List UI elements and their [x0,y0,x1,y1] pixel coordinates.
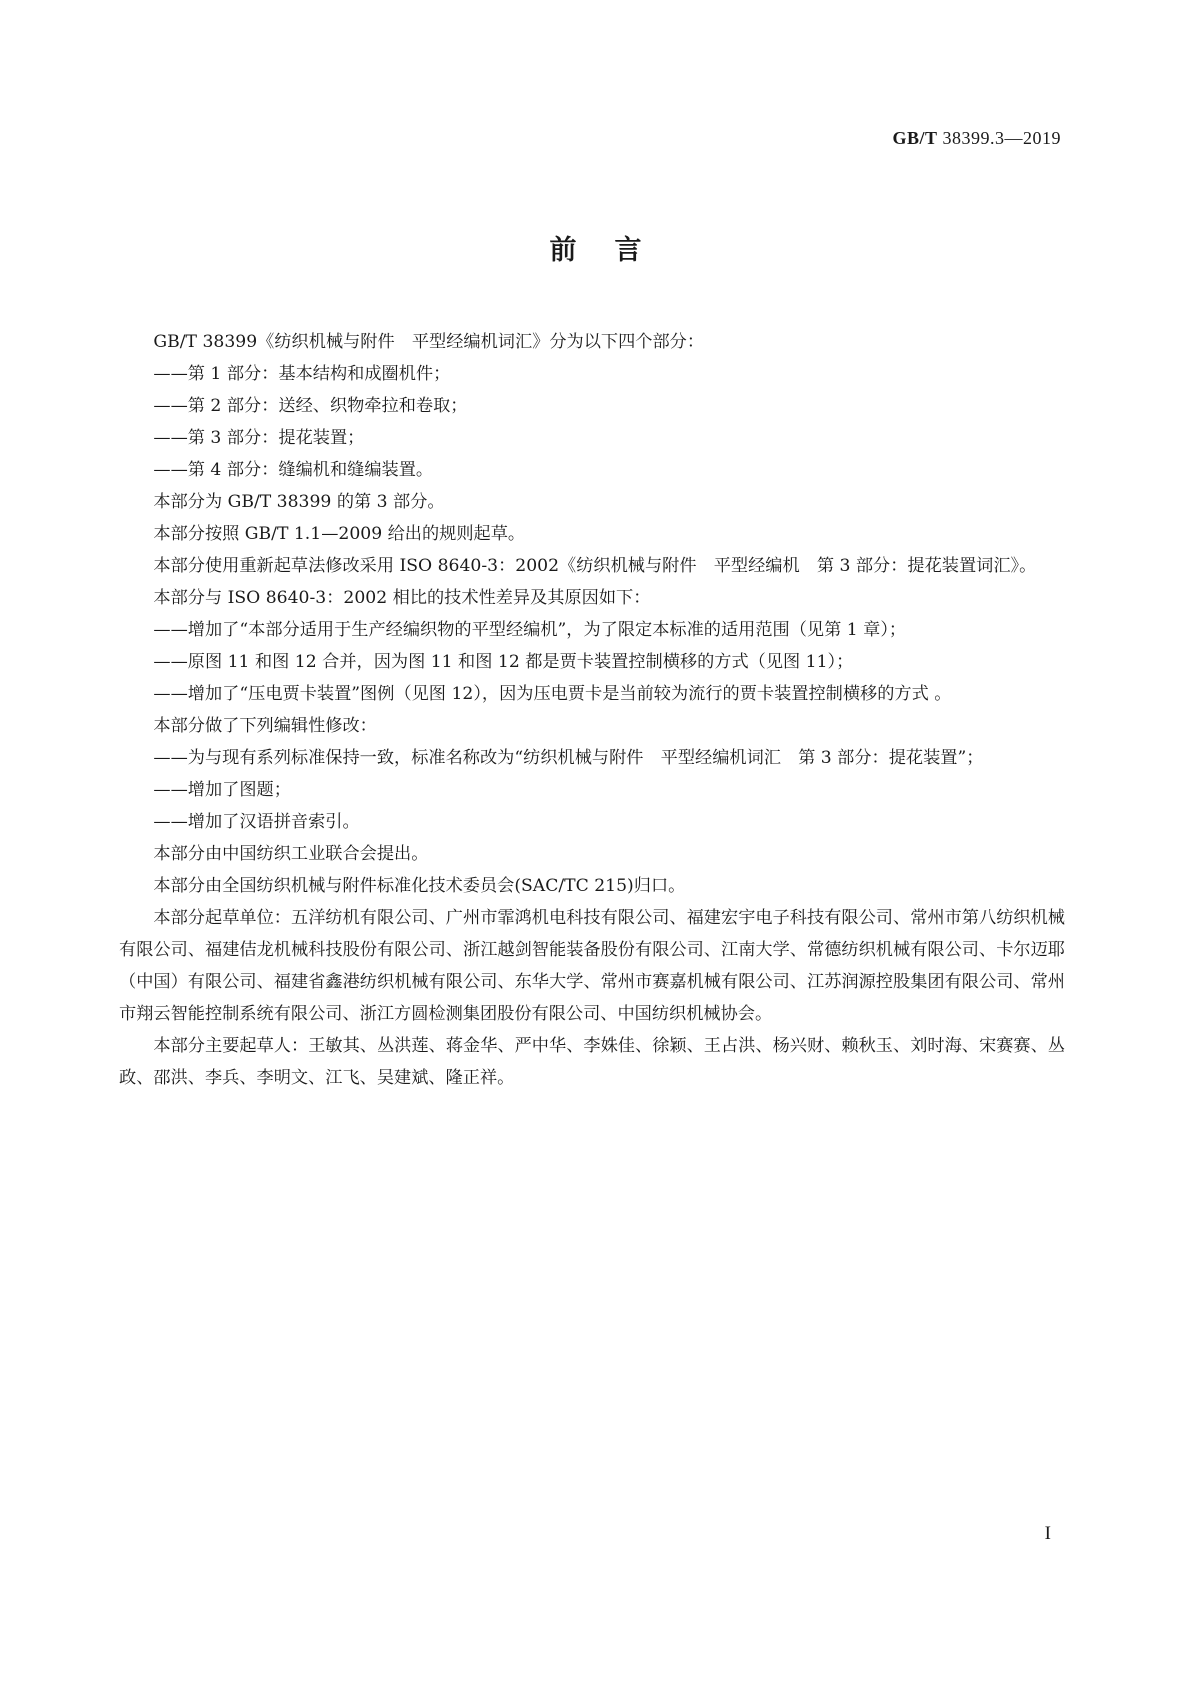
list-item-part-1: ——第 1 部分：基本结构和成圈机件； [153,364,451,384]
paragraph-drafters: 本部分主要起草人：王敏其、丛洪莲、蒋金华、严中华、李姝佳、徐颖、王占洪、杨兴财、赖秋玉、刘时海、宋赛赛、丛政、邵洪、李兵、李明文、江飞、吴建斌、隆正祥。 [119,1036,1065,1088]
paragraph-drafting-rules: 本部分按照 GB/T 1.1—2009 给出的规则起草。 [153,524,526,544]
list-item-editorial-2: ——增加了图题； [153,780,291,800]
paragraph-this-part: 本部分为 GB/T 38399 的第 3 部分。 [153,492,445,512]
paragraph-technical-differences: 本部分与 ISO 8640-3：2002 相比的技术性差异及其原因如下： [153,588,651,608]
paragraph-administered-by: 本部分由全国纺织机械与附件标准化技术委员会(SAC/TC 215)归口。 [153,876,686,896]
list-item-editorial-3: ——增加了汉语拼音索引。 [153,812,360,832]
paragraph-editorial-changes: 本部分做了下列编辑性修改： [153,716,377,736]
list-item-part-2: ——第 2 部分：送经、织物牵拉和卷取； [153,396,468,416]
list-item-editorial-1: ——为与现有系列标准保持一致，标准名称改为“纺织机械与附件 平型经编机词汇 第 3 部分：提花装置”； [153,748,984,768]
list-item-difference-1: ——增加了“本部分适用于生产经编织物的平型经编机”，为了限定本标准的适用范围（见第 1 章）； [153,620,907,640]
list-item-part-3: ——第 3 部分：提花装置； [153,428,365,448]
foreword-body [119,326,1065,1094]
page-number: I [1044,1523,1051,1544]
paragraph-proposed-by: 本部分由中国纺织工业联合会提出。 [153,844,429,864]
list-item-difference-2: ——原图 11 和图 12 合并，因为图 11 和图 12 都是贾卡装置控制横移的方式（见图 11）； [153,652,854,672]
page-title: 前言 [549,235,680,266]
list-item-part-4: ——第 4 部分：缝编机和缝编装置。 [153,460,434,480]
paragraph-drafting-units: 本部分起草单位：五洋纺机有限公司、广州市霏鸿机电科技有限公司、福建宏宇电子科技有限公司、常州市第八纺织机械有限公司、福建佶龙机械科技股份有限公司、浙江越剑智能装备股份有限公司、江南大学、常德纺织机械有限公司、卡尔迈耶（中国）有限公司、福建省鑫港纺织机械有限公司、东华大学、常州市赛嘉机械有限公司、江苏润源控股集团有限公司、常州市翔云智能控制系统有限公司、浙江方圆检测集团股份有限公司、中国纺织机械协会。 [119,908,1065,1024]
standard-code [892,128,1061,149]
standard-code-prefix: GB/T [892,128,938,148]
standard-code-number: 38399.3—2019 [942,128,1061,148]
list-item-difference-3: ——增加了“压电贾卡装置”图例（见图 12），因为压电贾卡是当前较为流行的贾卡装置控制横移的方式 。 [153,684,952,704]
paragraph-adoption: 本部分使用重新起草法修改采用 ISO 8640-3：2002《纺织机械与附件 平型经编机 第 3 部分：提花装置词汇》。 [153,556,1037,576]
paragraph-parts-intro: GB/T 38399《纺织机械与附件 平型经编机词汇》分为以下四个部分： [153,332,705,352]
